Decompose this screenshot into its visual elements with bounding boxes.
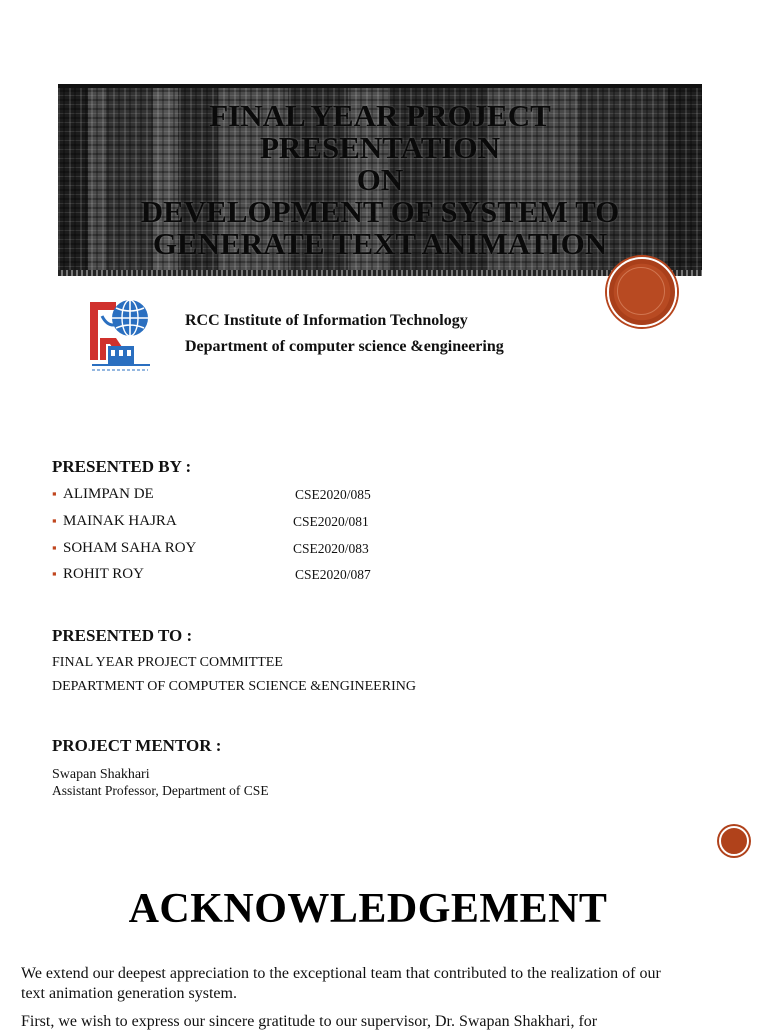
- member-roll: CSE2020/081: [293, 514, 369, 529]
- institute-name: RCC Institute of Information Technology: [185, 312, 468, 329]
- title-line: DEVELOPMENT OF SYSTEM TO: [140, 194, 620, 229]
- member-name: MAINAK HAJRA: [63, 513, 177, 529]
- department-line: DEPARTMENT OF COMPUTER SCIENCE &ENGINEERING: [52, 679, 416, 694]
- list-item: [52, 486, 452, 506]
- presented-by-heading: PRESENTED BY :: [52, 457, 192, 476]
- list-item: [52, 566, 452, 586]
- acknowledgement-title: ACKNOWLEDGEMENT: [128, 886, 608, 932]
- banner-bottom-border: [58, 270, 702, 276]
- bullet-icon: ▪: [52, 513, 57, 528]
- mentor-name: Swapan Shakhari: [52, 767, 150, 782]
- acknowledgement-paragraph-cut: First, we wish to express our sincere gratitude to our supervisor, Dr. Swapan Shakhari, for: [21, 1013, 598, 1030]
- member-name: ALIMPAN DE: [63, 486, 154, 502]
- committee-line: FINAL YEAR PROJECT COMMITTEE: [52, 655, 283, 670]
- member-roll: CSE2020/085: [295, 487, 371, 502]
- list-item: [52, 513, 452, 533]
- bullet-icon: ▪: [52, 540, 57, 555]
- decorative-circle-small-icon: [719, 826, 749, 856]
- title-line: FINAL YEAR PROJECT: [209, 98, 551, 133]
- bullet-icon: ▪: [52, 566, 57, 581]
- title-line: GENERATE TEXT ANIMATION: [152, 226, 608, 261]
- decorative-circle-icon: [607, 257, 677, 327]
- acknowledgement-paragraph: We extend our deepest appreciation to the exceptional team that contributed to the realization of our text animation generation system.: [21, 965, 661, 1002]
- department-name: Department of computer science &engineering: [185, 338, 504, 355]
- banner-top-border: [58, 84, 702, 88]
- project-mentor-heading: PROJECT MENTOR :: [52, 736, 222, 755]
- presentation-title: [58, 100, 702, 260]
- member-roll: CSE2020/087: [295, 567, 371, 582]
- list-item: [52, 540, 452, 560]
- title-line: PRESENTATION: [259, 130, 500, 165]
- presented-to-heading: PRESENTED TO :: [52, 626, 193, 645]
- bullet-icon: ▪: [52, 486, 57, 501]
- member-roll: CSE2020/083: [293, 541, 369, 556]
- mentor-designation: Assistant Professor, Department of CSE: [52, 783, 269, 798]
- member-name: ROHIT ROY: [63, 566, 144, 582]
- institute-logo: [86, 298, 154, 378]
- title-line: ON: [356, 162, 404, 197]
- member-name: SOHAM SAHA ROY: [63, 540, 197, 556]
